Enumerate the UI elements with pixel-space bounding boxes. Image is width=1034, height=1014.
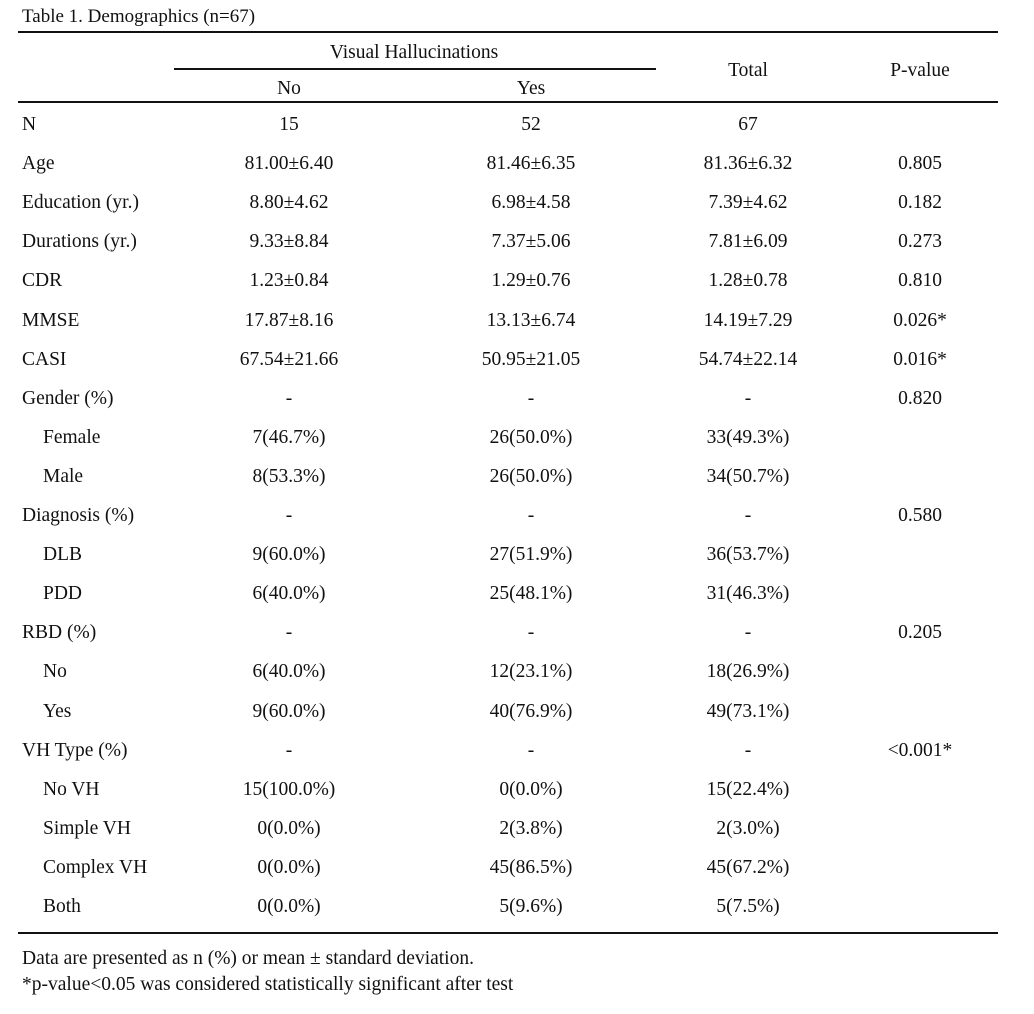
cell-total: -	[744, 740, 752, 761]
row-label: VH Type (%)	[22, 740, 128, 761]
cell-pvalue: 0.026*	[893, 310, 947, 331]
cell-yes: -	[527, 622, 535, 643]
cell-no: 7(46.7%)	[252, 427, 326, 448]
row-label: Education (yr.)	[22, 192, 139, 213]
top-rule	[18, 31, 998, 33]
cell-total: 31(46.3%)	[706, 583, 790, 604]
row-label: No	[43, 661, 67, 682]
cell-no: -	[285, 388, 293, 409]
row-label: No VH	[43, 779, 100, 800]
bottom-rule	[18, 932, 998, 934]
header-pvalue: P-value	[890, 60, 950, 81]
row-label: Male	[43, 466, 84, 487]
header-rule	[18, 101, 998, 103]
cell-pvalue: 0.016*	[893, 349, 947, 370]
cell-yes: 81.46±6.35	[486, 153, 576, 174]
row-label: CASI	[22, 349, 67, 370]
cell-yes: 25(48.1%)	[489, 583, 573, 604]
cell-no: 6(40.0%)	[252, 661, 326, 682]
cell-no: 67.54±21.66	[239, 349, 339, 370]
cell-yes: 1.29±0.76	[491, 270, 571, 291]
cell-pvalue: 0.182	[898, 192, 942, 213]
cell-yes: 0(0.0%)	[499, 779, 563, 800]
cell-total: 45(67.2%)	[706, 857, 790, 878]
row-label: DLB	[43, 544, 82, 565]
row-label: Simple VH	[43, 818, 131, 839]
cell-yes: 12(23.1%)	[489, 661, 573, 682]
header-total: Total	[728, 60, 768, 81]
cell-yes: -	[527, 740, 535, 761]
row-label: Age	[22, 153, 55, 174]
cell-yes: 52	[521, 114, 541, 135]
cell-no: 17.87±8.16	[244, 310, 334, 331]
cell-pvalue: 0.580	[898, 505, 942, 526]
cell-total: 15(22.4%)	[706, 779, 790, 800]
footnote: *p-value<0.05 was considered statistically significant after test	[22, 974, 514, 995]
cell-total: 1.28±0.78	[708, 270, 788, 291]
cell-yes: 13.13±6.74	[486, 310, 576, 331]
cell-total: 18(26.9%)	[706, 661, 790, 682]
cell-yes: 27(51.9%)	[489, 544, 573, 565]
cell-pvalue: <0.001*	[887, 740, 953, 761]
cell-yes: 26(50.0%)	[489, 466, 573, 487]
cell-no: 1.23±0.84	[249, 270, 329, 291]
cell-total: 49(73.1%)	[706, 701, 790, 722]
row-label: Diagnosis (%)	[22, 505, 135, 526]
cell-yes: 26(50.0%)	[489, 427, 573, 448]
cell-yes: 40(76.9%)	[489, 701, 573, 722]
cell-yes: 45(86.5%)	[489, 857, 573, 878]
cell-no: 8(53.3%)	[252, 466, 326, 487]
cell-pvalue: 0.810	[898, 270, 942, 291]
cell-no: 0(0.0%)	[257, 896, 321, 917]
row-label: PDD	[43, 583, 83, 604]
cell-pvalue: 0.805	[898, 153, 942, 174]
row-label: MMSE	[22, 310, 80, 331]
row-label: Yes	[43, 701, 72, 722]
table-caption: Table 1. Demographics (n=67)	[22, 6, 256, 27]
cell-no: 0(0.0%)	[257, 857, 321, 878]
group-underline	[174, 68, 656, 70]
cell-total: 7.81±6.09	[708, 231, 788, 252]
cell-no: 81.00±6.40	[244, 153, 334, 174]
cell-total: 54.74±22.14	[698, 349, 798, 370]
row-label: Complex VH	[43, 857, 148, 878]
cell-total: 14.19±7.29	[703, 310, 793, 331]
row-label: Gender (%)	[22, 388, 114, 409]
cell-no: 6(40.0%)	[252, 583, 326, 604]
cell-no: -	[285, 505, 293, 526]
cell-pvalue: 0.205	[898, 622, 942, 643]
cell-total: 5(7.5%)	[716, 896, 780, 917]
cell-total: 81.36±6.32	[703, 153, 793, 174]
cell-total: 33(49.3%)	[706, 427, 790, 448]
cell-yes: -	[527, 505, 535, 526]
row-label: CDR	[22, 270, 63, 291]
cell-no: 9(60.0%)	[252, 544, 326, 565]
cell-no: 15(100.0%)	[242, 779, 336, 800]
cell-pvalue: 0.273	[898, 231, 942, 252]
cell-no: 8.80±4.62	[249, 192, 329, 213]
cell-yes: -	[527, 388, 535, 409]
cell-total: -	[744, 388, 752, 409]
header-no: No	[277, 78, 301, 99]
row-label: N	[22, 114, 37, 135]
cell-no: 15	[279, 114, 299, 135]
row-label: Both	[43, 896, 81, 917]
cell-no: -	[285, 740, 293, 761]
cell-no: 9(60.0%)	[252, 701, 326, 722]
cell-yes: 2(3.8%)	[499, 818, 563, 839]
cell-yes: 6.98±4.58	[491, 192, 571, 213]
cell-total: -	[744, 505, 752, 526]
header-group-label: Visual Hallucinations	[329, 42, 499, 63]
cell-yes: 7.37±5.06	[491, 231, 571, 252]
cell-total: 67	[738, 114, 758, 135]
footnote: Data are presented as n (%) or mean ± standard deviation.	[22, 948, 474, 969]
cell-yes: 50.95±21.05	[481, 349, 581, 370]
row-label: Female	[43, 427, 101, 448]
cell-total: 7.39±4.62	[708, 192, 788, 213]
cell-pvalue: 0.820	[898, 388, 942, 409]
header-yes: Yes	[516, 78, 546, 99]
cell-no: -	[285, 622, 293, 643]
cell-total: 36(53.7%)	[706, 544, 790, 565]
cell-no: 9.33±8.84	[249, 231, 329, 252]
cell-yes: 5(9.6%)	[499, 896, 563, 917]
cell-total: -	[744, 622, 752, 643]
cell-total: 2(3.0%)	[716, 818, 780, 839]
row-label: Durations (yr.)	[22, 231, 137, 252]
cell-no: 0(0.0%)	[257, 818, 321, 839]
row-label: RBD (%)	[22, 622, 97, 643]
cell-total: 34(50.7%)	[706, 466, 790, 487]
